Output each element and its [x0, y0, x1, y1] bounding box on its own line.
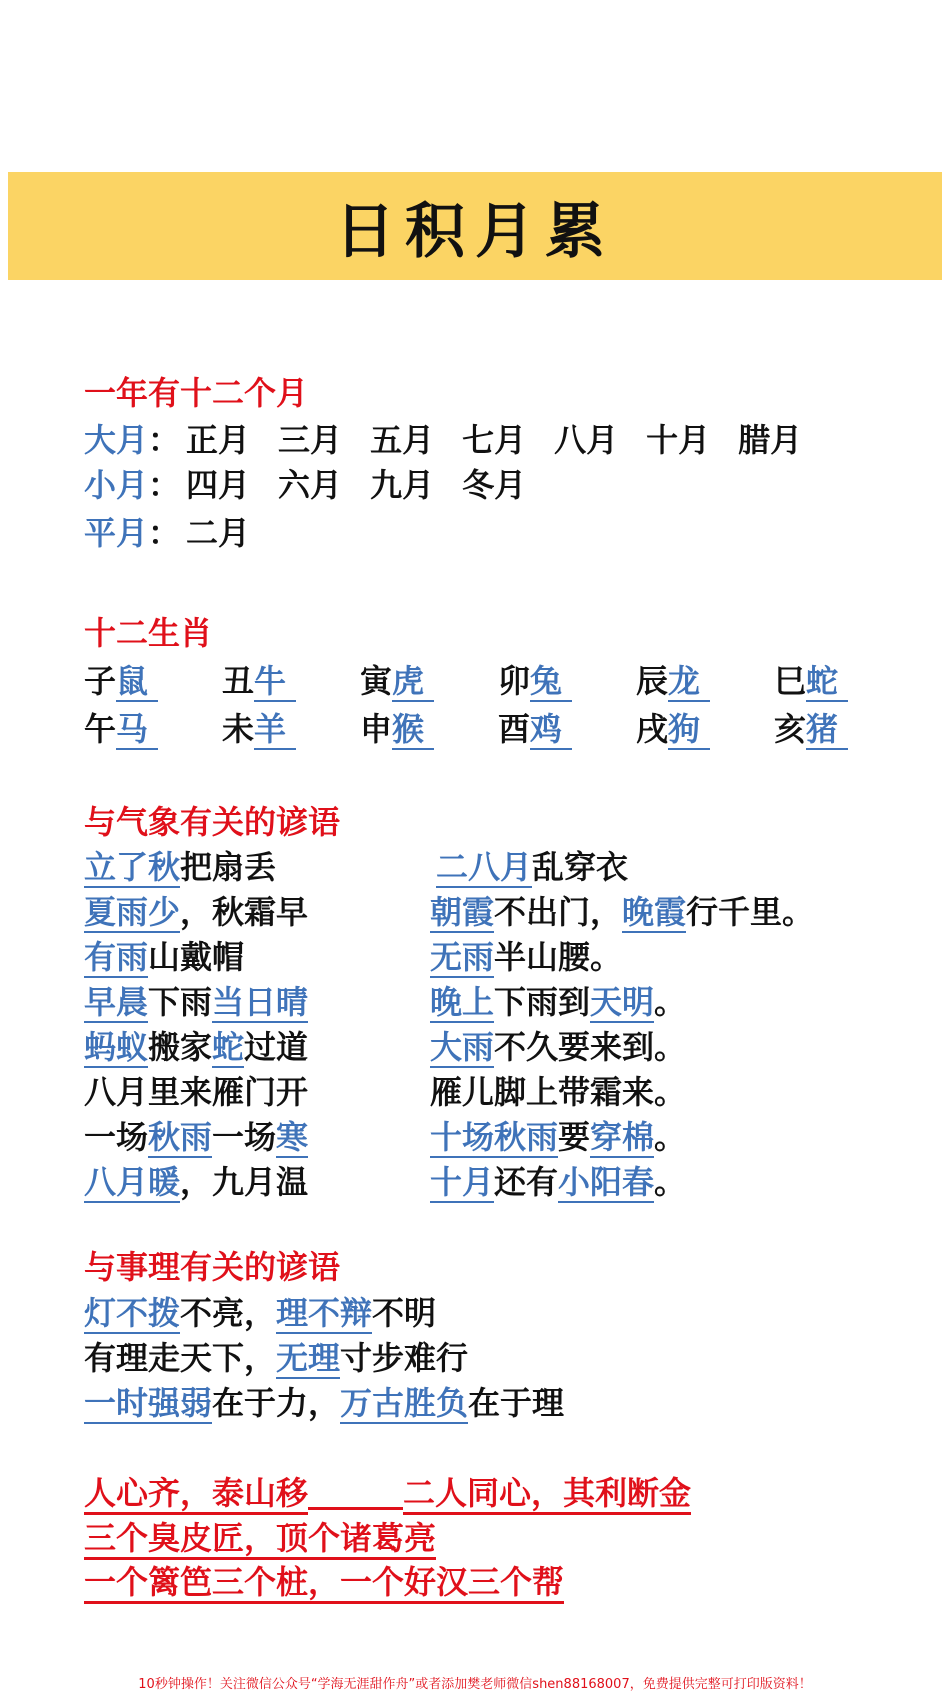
zodiac-item	[84, 660, 158, 702]
keyword: 一时强弱	[84, 1384, 213, 1422]
unity-proverb-1: 人心齐，泰山移	[84, 1474, 308, 1515]
earthly-branch: 子	[84, 662, 117, 700]
proverb-text: 一场	[212, 1118, 277, 1156]
month-item: 五月	[370, 421, 435, 459]
month-item: 十月	[646, 421, 711, 459]
proverb-text: 山戴帽	[148, 938, 245, 976]
page-title: 日积月累	[335, 197, 615, 267]
zodiac-animal: 蛇	[806, 662, 848, 702]
zodiac-animal: 鼠	[116, 662, 158, 702]
unity-line-1	[84, 1472, 691, 1514]
reason-proverb	[84, 1337, 468, 1379]
proverb-text: 不明	[372, 1294, 437, 1332]
weather-proverb-left	[84, 891, 308, 933]
proverb-text: 雁儿脚上带霜来。	[430, 1073, 687, 1111]
weather-proverb-right	[430, 1161, 686, 1203]
proverb-text: 还有	[494, 1163, 559, 1201]
keyword: 穿棉	[590, 1118, 655, 1156]
month-item: 六月	[278, 466, 343, 504]
zodiac-item	[636, 708, 710, 750]
proverb-text: 八月里来雁门开	[84, 1073, 309, 1111]
earthly-branch: 酉	[498, 710, 531, 748]
proverb-text: 。	[654, 1118, 687, 1156]
keyword: 寒	[276, 1118, 309, 1156]
zodiac-animal: 虎	[392, 662, 434, 702]
proverb-text: 半山腰。	[494, 938, 623, 976]
zodiac-animal: 龙	[668, 662, 710, 702]
colon: ：	[148, 421, 181, 459]
zodiac-item	[774, 660, 848, 702]
flat-months-list	[180, 514, 278, 552]
keyword: 夏雨少	[84, 893, 181, 931]
proverb-text: ，九月温	[180, 1163, 309, 1201]
keyword: 万古胜负	[340, 1384, 469, 1422]
keyword: 无雨	[430, 938, 495, 976]
proverb-text: 不亮，	[180, 1294, 277, 1332]
footer-note: 10秒钟操作！关注微信公众号“学海无涯甜作舟”或者添加樊老师微信shen88168007，免费提供完整可打印版资料！	[138, 1677, 812, 1692]
unity-line-2	[84, 1517, 436, 1559]
proverb-text: 过道	[244, 1028, 309, 1066]
small-months-row	[84, 464, 554, 506]
month-item: 七月	[462, 421, 527, 459]
keyword: 无理	[276, 1339, 341, 1377]
unity-proverb-4: 一个篱笆三个桩，一个好汉三个帮	[84, 1563, 564, 1604]
zodiac-animal: 猪	[806, 710, 848, 750]
earthly-branch: 戌	[636, 710, 669, 748]
weather-proverb-left	[84, 1026, 308, 1068]
proverb-text: 。	[654, 983, 687, 1021]
small-months-label: 小月	[84, 466, 149, 504]
weather-proverb-left	[84, 1161, 308, 1203]
proverb-text: 要	[558, 1118, 591, 1156]
month-item: 冬月	[462, 466, 527, 504]
proverb-text: 不出门，	[494, 893, 623, 931]
weather-proverb-left	[84, 981, 308, 1023]
zodiac-item	[222, 708, 296, 750]
month-item: 九月	[370, 466, 435, 504]
big-months-label: 大月	[84, 421, 149, 459]
zodiac-item	[498, 708, 572, 750]
weather-proverb-left	[84, 936, 244, 978]
zodiac-item	[84, 708, 158, 750]
keyword: 有雨	[84, 938, 149, 976]
earthly-branch: 未	[222, 710, 255, 748]
proverb-text: 一场	[84, 1118, 149, 1156]
proverb-text: 搬家	[148, 1028, 213, 1066]
reason-heading: 与事理有关的谚语	[84, 1248, 341, 1286]
unity-proverb-2: 二人同心，其利断金	[403, 1474, 691, 1515]
proverb-text: 。	[654, 1163, 687, 1201]
keyword: 秋雨	[148, 1118, 213, 1156]
keyword: 当日晴	[212, 983, 309, 1021]
colon: ：	[148, 514, 181, 552]
zodiac-item	[360, 660, 434, 702]
keyword: 立了秋	[84, 848, 181, 886]
keyword: 十场秋雨	[430, 1118, 559, 1156]
weather-heading: 与气象有关的谚语	[84, 803, 341, 841]
keyword: 二八月	[436, 848, 533, 886]
colon: ：	[148, 466, 181, 504]
proverb-text: ，秋霜早	[180, 893, 309, 931]
reason-proverb	[84, 1292, 436, 1334]
proverb-text: 下雨	[148, 983, 213, 1021]
weather-proverb-right	[430, 1026, 686, 1068]
unity-proverb-3: 三个臭皮匠，顶个诸葛亮	[84, 1519, 436, 1560]
weather-proverb-right	[430, 891, 814, 933]
keyword: 蛇	[212, 1028, 245, 1066]
proverb-text: 把扇丢	[180, 848, 277, 886]
zodiac-item	[360, 708, 434, 750]
keyword: 朝霞	[430, 893, 495, 931]
month-item: 八月	[554, 421, 619, 459]
zodiac-animal: 猴	[392, 710, 434, 750]
keyword: 理不辩	[276, 1294, 373, 1332]
keyword: 大雨	[430, 1028, 495, 1066]
weather-proverb-left	[84, 1071, 308, 1113]
zodiac-animal: 鸡	[530, 710, 572, 750]
earthly-branch: 巳	[774, 662, 807, 700]
earthly-branch: 亥	[774, 710, 807, 748]
zodiac-animal: 牛	[254, 662, 296, 702]
earthly-branch: 辰	[636, 662, 669, 700]
weather-proverb-right	[436, 846, 628, 888]
weather-proverb-left	[84, 846, 276, 888]
proverb-text: 行千里。	[686, 893, 815, 931]
weather-proverb-right	[430, 1071, 686, 1113]
proverb-text: 不久要来到。	[494, 1028, 687, 1066]
zodiac-animal: 兔	[530, 662, 572, 702]
month-item: 正月	[186, 421, 251, 459]
keyword: 小阳春	[558, 1163, 655, 1201]
earthly-branch: 寅	[360, 662, 393, 700]
keyword: 十月	[430, 1163, 495, 1201]
earthly-branch: 卯	[498, 662, 531, 700]
proverb-text: 有理走天下，	[84, 1339, 277, 1377]
proverb-text: 乱穿衣	[532, 848, 629, 886]
keyword: 天明	[590, 983, 655, 1021]
flat-months-label: 平月	[84, 514, 149, 552]
earthly-branch: 丑	[222, 662, 255, 700]
month-item: 腊月	[738, 421, 803, 459]
big-months-list	[180, 421, 830, 459]
earthly-branch: 申	[360, 710, 393, 748]
weather-proverb-right	[430, 936, 622, 978]
zodiac-item	[222, 660, 296, 702]
months-heading: 一年有十二个月	[84, 374, 309, 412]
keyword: 暖	[148, 1163, 181, 1201]
month-item: 三月	[278, 421, 343, 459]
keyword: 八月	[84, 1163, 149, 1201]
zodiac-animal: 羊	[254, 710, 296, 750]
zodiac-item	[774, 708, 848, 750]
small-months-list	[180, 466, 554, 504]
earthly-branch: 午	[84, 710, 117, 748]
month-item: 二月	[186, 514, 251, 552]
big-months-row	[84, 419, 830, 461]
proverb-text: 在于理	[468, 1384, 565, 1422]
proverb-text: 下雨到	[494, 983, 591, 1021]
proverb-text: 寸步难行	[340, 1339, 469, 1377]
keyword: 早晨	[84, 983, 149, 1021]
zodiac-animal: 狗	[668, 710, 710, 750]
keyword: 蚂蚁	[84, 1028, 149, 1066]
zodiac-heading: 十二生肖	[84, 614, 213, 652]
proverb-text: 在于力，	[212, 1384, 341, 1422]
keyword: 灯不拨	[84, 1294, 181, 1332]
zodiac-item	[498, 660, 572, 702]
weather-proverb-right	[430, 981, 686, 1023]
zodiac-item	[636, 660, 710, 702]
weather-proverb-left	[84, 1116, 308, 1158]
keyword: 晚霞	[622, 893, 687, 931]
zodiac-animal: 马	[116, 710, 158, 750]
unity-line-3	[84, 1561, 564, 1603]
reason-proverb	[84, 1382, 564, 1424]
flat-months-row	[84, 512, 278, 554]
month-item: 四月	[186, 466, 251, 504]
underline-gap	[308, 1472, 403, 1510]
weather-proverb-right	[430, 1116, 686, 1158]
keyword: 晚上	[430, 983, 495, 1021]
